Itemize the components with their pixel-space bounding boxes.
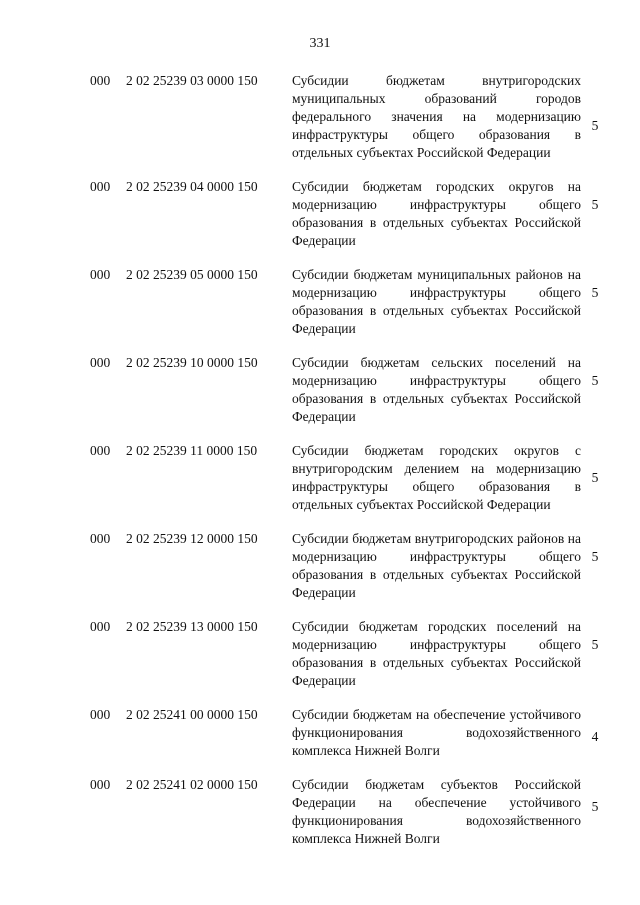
table-row (0, 354, 640, 426)
income-description: Субсидии бюджетам внутригородских районов на модернизацию инфраструктуры общего образования в отдельных субъектах Российской Федерации (292, 531, 581, 600)
value-cell: 5 (591, 285, 599, 300)
budget-code: 2 02 25239 10 0000 150 (126, 355, 258, 370)
admin-code: 000 (90, 531, 111, 546)
income-description: Субсидии бюджетам на обеспечение устойчивого функционирования водохозяйственного комплекса Нижней Волги (292, 707, 581, 758)
value-cell: 5 (591, 470, 599, 485)
value-cell: 5 (591, 373, 599, 388)
income-description: Субсидии бюджетам сельских поселений на модернизацию инфраструктуры общего образования в отдельных субъектах Российской Федерации (292, 355, 581, 424)
value-cell: 5 (591, 549, 599, 564)
table-row (0, 776, 640, 848)
budget-code: 2 02 25239 05 0000 150 (126, 267, 258, 282)
income-description: Субсидии бюджетам внутригородских муниципальных образований городов федерального значения на модернизацию инфраструктуры общего образования в отдельных субъектах Российской Федерации (292, 73, 581, 160)
value-cell: 5 (591, 799, 599, 814)
income-description: Субсидии бюджетам городских округов с внутригородским делением на модернизацию инфраструктуры общего образования в отдельных субъектах Российской Федерации (292, 443, 581, 512)
income-description: Субсидии бюджетам муниципальных районов на модернизацию инфраструктуры общего образования в отдельных субъектах Российской Федерации (292, 267, 581, 336)
admin-code: 000 (90, 707, 111, 722)
table-row (0, 442, 640, 514)
table-row (0, 178, 640, 250)
table-row (0, 706, 640, 760)
table-row (0, 530, 640, 602)
budget-code: 2 02 25239 11 0000 150 (126, 443, 258, 458)
value-cell: 5 (591, 637, 599, 652)
income-description: Субсидии бюджетам городских округов на модернизацию инфраструктуры общего образования в отдельных субъектах Российской Федерации (292, 179, 581, 248)
admin-code: 000 (90, 73, 111, 88)
admin-code: 000 (90, 355, 111, 370)
table-row (0, 266, 640, 338)
budget-code: 2 02 25239 13 0000 150 (126, 619, 258, 634)
value-cell: 4 (591, 729, 599, 744)
table-row (0, 618, 640, 690)
classification-table (0, 72, 640, 864)
admin-code: 000 (90, 619, 111, 634)
table-row (0, 72, 640, 162)
income-description: Субсидии бюджетам субъектов Российской Федерации на обеспечение устойчивого функционирования водохозяйственного комплекса Нижней Волги (292, 777, 581, 846)
income-description: Субсидии бюджетам городских поселений на модернизацию инфраструктуры общего образования в отдельных субъектах Российской Федерации (292, 619, 581, 688)
budget-code: 2 02 25241 00 0000 150 (126, 707, 258, 722)
value-cell: 5 (591, 118, 599, 133)
admin-code: 000 (90, 777, 111, 792)
budget-code: 2 02 25239 04 0000 150 (126, 179, 258, 194)
admin-code: 000 (90, 443, 111, 458)
budget-code: 2 02 25241 02 0000 150 (126, 777, 258, 792)
admin-code: 000 (90, 267, 111, 282)
value-cell: 5 (591, 197, 599, 212)
admin-code: 000 (90, 179, 111, 194)
page-number: 331 (309, 36, 331, 51)
budget-code: 2 02 25239 03 0000 150 (126, 73, 258, 88)
budget-code: 2 02 25239 12 0000 150 (126, 531, 258, 546)
